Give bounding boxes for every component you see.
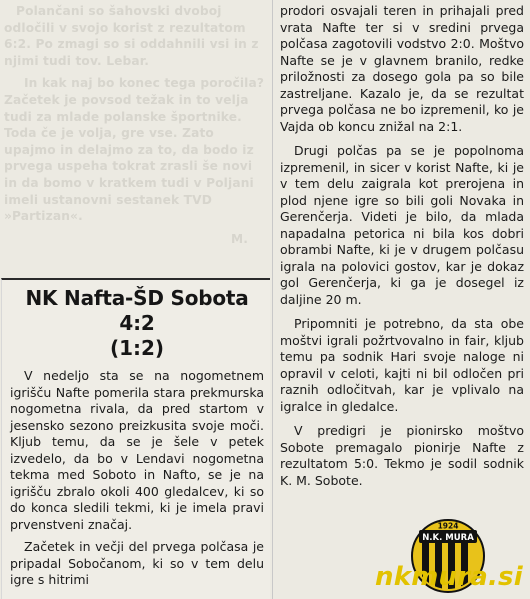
faded-signature: M.	[230, 231, 248, 246]
article-continuation-column	[272, 0, 528, 599]
crest-name-text: N.K. MURA	[422, 533, 474, 543]
article-paragraph-2: Začetek in večji del prvega polčasa je pripadal Sobočanom, ki so v tem delu igre s hitrimi	[10, 539, 264, 587]
previous-article-faded	[0, 0, 270, 278]
article-body	[10, 368, 264, 589]
continuation-paragraph-3: Pripomniti je potrebno, da sta obe moštvi igrali požrtvovalno in fair, kljub temu pa sodnik Hari svoje naloge ni opravil v celoti, kajti ni bil odločen pri raznih odločitvah, kar je vplivalo na igralce in gledalce.	[280, 316, 524, 414]
article-headline: NK Nafta-ŠD Sobota 4:2	[25, 286, 249, 335]
faded-text-block	[4, 3, 266, 247]
site-watermark: nkmura.si	[375, 562, 523, 592]
faded-paragraph-2: In kak naj bo konec tega poročila? Začetek je povsod težak in to velja tudi za mlade polanske športnike. Toda če je volja, gre vse. Zato upajmo in delajmo za to, da bodo iz prvega uspeha tokrat zrasli še novi in da bomo v kratkem tudi v Poljani imeli ustanovni sestanek TVD »Partizan«.	[4, 76, 265, 224]
continuation-paragraph-2: Drugi polčas pa se je popolnoma izpremenil, in sicer v korist Nafte, ki je v tem delu zaigrala kot prerojena in plod njene igre so bili goli Novaka in Gerenčerja. Videti je bilo, da mlada napadalna petorica ni bila kos dobri obrambi Nafte, ki je v drugem polčasu igrala na polovici gostov, kar je dokaz gol Gerenčerja, ki ga je dosegel iz daljine 20 m.	[280, 143, 524, 307]
match-report-article	[1, 278, 270, 599]
article-paragraph-1: V nedeljo sta se na nogometnem igrišču Nafte pomerila stara prekmurska nogometna rivala, da pred startom v jesensko sezono preizkusita svoje moči. Kljub temu, da se je šele v petek izvedelo, da bo v Lendavi nogometna tekma med Soboto in Nafto, se je na igrišču zbralo okoli 400 gledalcev, ki so do konca sledili tekmi, ki je imela pravi prvenstveni značaj.	[10, 368, 264, 532]
halftime-score: (1:2)	[109, 336, 165, 360]
continuation-paragraph-1: prodori osvajali teren in prihajali pred vrata Nafte ter si v sredini prvega polčasa zagotovili vodstvo 2:0. Moštvo Nafte se je v glavnem branilo, redke priložnosti za dosego gola pa so bile zastreljane. Kazalo je, da se rezultat prvega polčasa ne bo izpremenil, ko je Vajda ob koncu znižal na 2:1.	[280, 3, 524, 134]
faded-paragraph-1: Polančani so šahovski dvoboj odločili v svojo korist z rezultatom 6:2. Po zmagi so si oddahnili vsi in z njimi tudi tov. Lebar.	[4, 4, 259, 68]
continuation-paragraph-4: V predigri je pionirsko moštvo Sobote premagalo pionirje Nafte z rezultatom 5:0. Tekmo je sodil sodnik K. M. Sobote.	[280, 423, 524, 488]
crest-year-text: 1924	[437, 521, 459, 531]
